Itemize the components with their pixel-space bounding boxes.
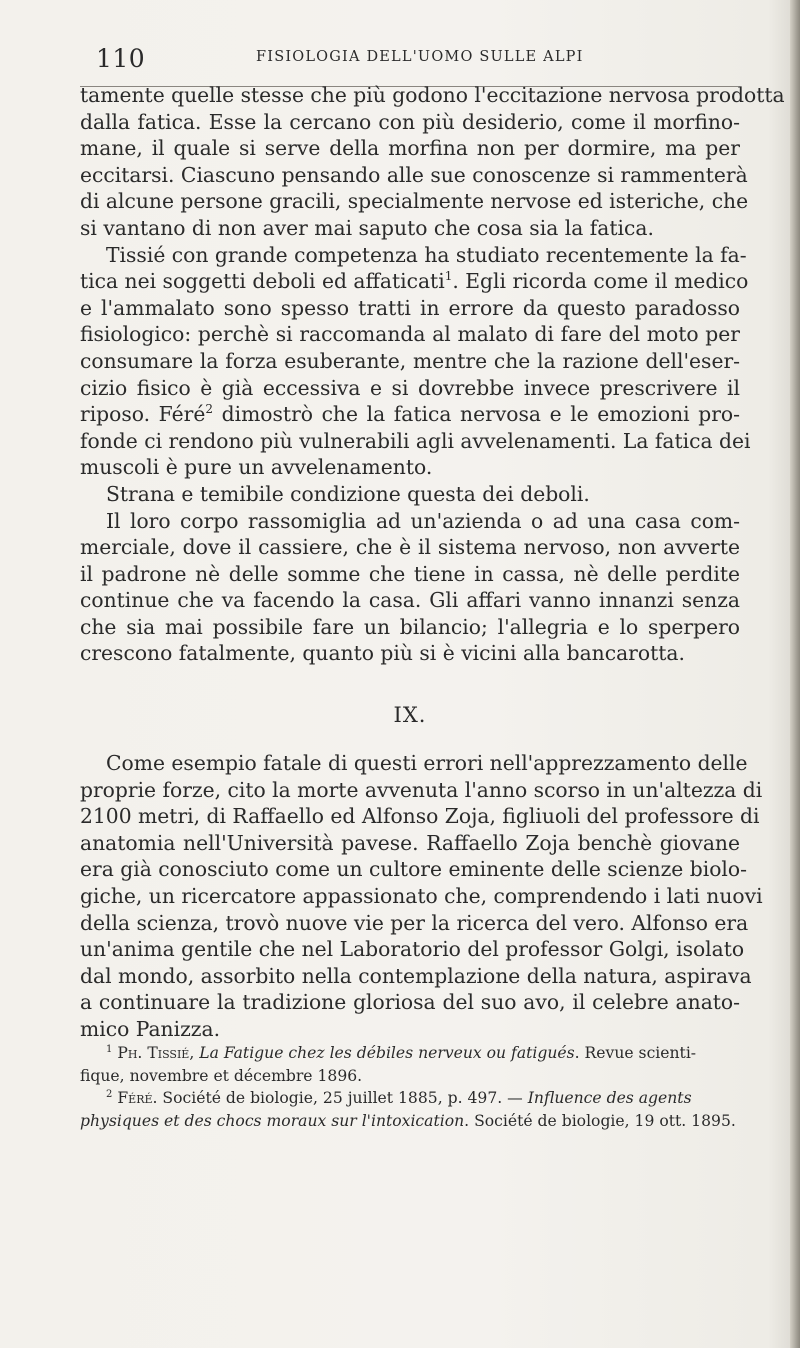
text-span: riposo. Féré xyxy=(80,402,206,427)
text-line: Tissié con grande competenza ha studiato recentemente la fa- xyxy=(106,242,747,267)
footnote-author: Féré xyxy=(117,1089,153,1108)
text-line: continue che va facendo la casa. Gli affari vanno innanzi senza xyxy=(80,588,740,613)
text-line: 2100 metri, di Raffaello ed Alfonso Zoja, figliuoli del professore di xyxy=(80,804,760,829)
text-line: merciale, dove il cassiere, che è il sistema nervoso, non avverte xyxy=(80,535,740,560)
text-line: dal mondo, assorbito nella contemplazione della natura, aspirava xyxy=(80,963,752,988)
footnote-author: Ph. Tissié xyxy=(117,1044,190,1062)
text-line: anatomia nell'Università pavese. Raffaello Zoja benchè giovane xyxy=(80,830,740,855)
footnote-number: 1 xyxy=(106,1044,113,1055)
footnote-title: physiques et des chocs moraux sur l'intoxication xyxy=(80,1111,465,1130)
text-line: consumare la forza esuberante, mentre che la razione dell'eser- xyxy=(80,348,740,373)
text-line: di alcune persone gracili, specialmente nervose ed isteriche, che xyxy=(80,189,749,214)
text-line: della scienza, trovò nuove vie per la ricerca del vero. Alfonso era xyxy=(80,910,749,935)
text-line: fisiologico: perchè si raccomanda al malato di fare del moto per xyxy=(80,322,740,347)
text-line: un'anima gentile che nel Laboratorio del professor Golgi, isolato xyxy=(80,937,745,962)
text-line: crescono fatalmente, quanto più si è vicini alla bancarotta. xyxy=(80,641,685,666)
body-text xyxy=(80,82,785,667)
text-line: fonde ci rendono più vulnerabili agli avvelenamenti. La fatica dei xyxy=(80,428,751,453)
text-line: a continuare la tradizione gloriosa del suo avo, il celebre anato- xyxy=(80,990,740,1015)
footnote-text: . Société de biologie, 25 juillet 1885, p. 497. — xyxy=(152,1089,523,1108)
text-line: mico Panizza. xyxy=(80,1016,221,1041)
section-text xyxy=(80,750,763,1043)
text-span: tica nei soggetti deboli ed affaticati xyxy=(80,269,445,294)
text-line: muscoli è pure un avvelenamento. xyxy=(80,455,433,480)
section-heading: IX. xyxy=(393,703,427,727)
footnotes xyxy=(80,1042,740,1132)
footnote-number: 2 xyxy=(106,1089,113,1101)
page-header xyxy=(96,40,736,80)
text-line: giche, un ricercatore appassionato che, comprendendo i lati nuovi xyxy=(80,883,763,908)
running-head: FISIOLOGIA DELL'UOMO SULLE ALPI xyxy=(256,49,584,65)
footnote-1-cont: fique, novembre et décembre 1896. xyxy=(80,1066,363,1085)
footnote-title: Influence des agents xyxy=(527,1089,692,1108)
text-line xyxy=(80,268,749,295)
text-line: mane, il quale si serve della morfina non per dormire, ma per xyxy=(80,136,740,161)
text-line: Il loro corpo rassomiglia ad un'azienda o ad una casa com- xyxy=(106,508,740,533)
text-line: Strana e temibile condizione questa dei deboli. xyxy=(106,481,590,506)
footnote-2-cont xyxy=(80,1110,740,1133)
book-spine-edge xyxy=(790,0,800,1348)
footnote-ref: 1 xyxy=(444,269,453,284)
text-line: eccitarsi. Ciascuno pensando alle sue conoscenze si rammenterà xyxy=(80,162,748,187)
footnote-1: $^1$ Ph. Tissié, La Fatigue chez les débiles nerveux ou fatigués. Revue scienti- xyxy=(106,1044,697,1062)
text-line: proprie forze, cito la morte avvenuta l'anno scorso in un'altezza di xyxy=(80,777,763,802)
text-line: e l'ammalato sono spesso tratti in errore da questo paradosso xyxy=(80,295,740,320)
text-line: che sia mai possibile fare un bilancio; l'allegria e lo sperpero xyxy=(80,614,740,639)
text-line: si vantano di non aver mai saputo che cosa sia la fatica. xyxy=(80,215,654,240)
text-line xyxy=(80,401,740,428)
footnote-text: . Revue scienti- xyxy=(574,1044,697,1062)
text-line: era già conosciuto come un cultore eminente delle scienze biolo- xyxy=(80,857,747,882)
text-line: il padrone nè delle somme che tiene in cassa, nè delle perdite xyxy=(80,561,740,586)
page-number: 110 xyxy=(96,44,146,73)
footnote-2 xyxy=(80,1087,740,1110)
footnote-ref: 2 xyxy=(205,402,213,417)
text-line: tamente quelle stesse che più godono l'eccitazione nervosa prodotta xyxy=(80,83,785,107)
text-line: Come esempio fatale di questi errori nell'apprezzamento delle xyxy=(106,751,748,775)
text-span: . Egli ricorda come il medico xyxy=(452,269,749,294)
text-span: dimostrò che la fatica nervosa e le emozioni pro- xyxy=(213,402,740,427)
footnote-title: La Fatigue chez les débiles nerveux ou fatigués xyxy=(199,1044,575,1062)
text-line: cizio fisico è già eccessiva e si dovrebbe invece prescrivere il xyxy=(80,375,740,400)
text-line: dalla fatica. Esse la cercano con più desiderio, come il morfino- xyxy=(80,109,740,134)
footnote-text: . Société de biologie, 19 ott. 1895. xyxy=(464,1111,736,1130)
